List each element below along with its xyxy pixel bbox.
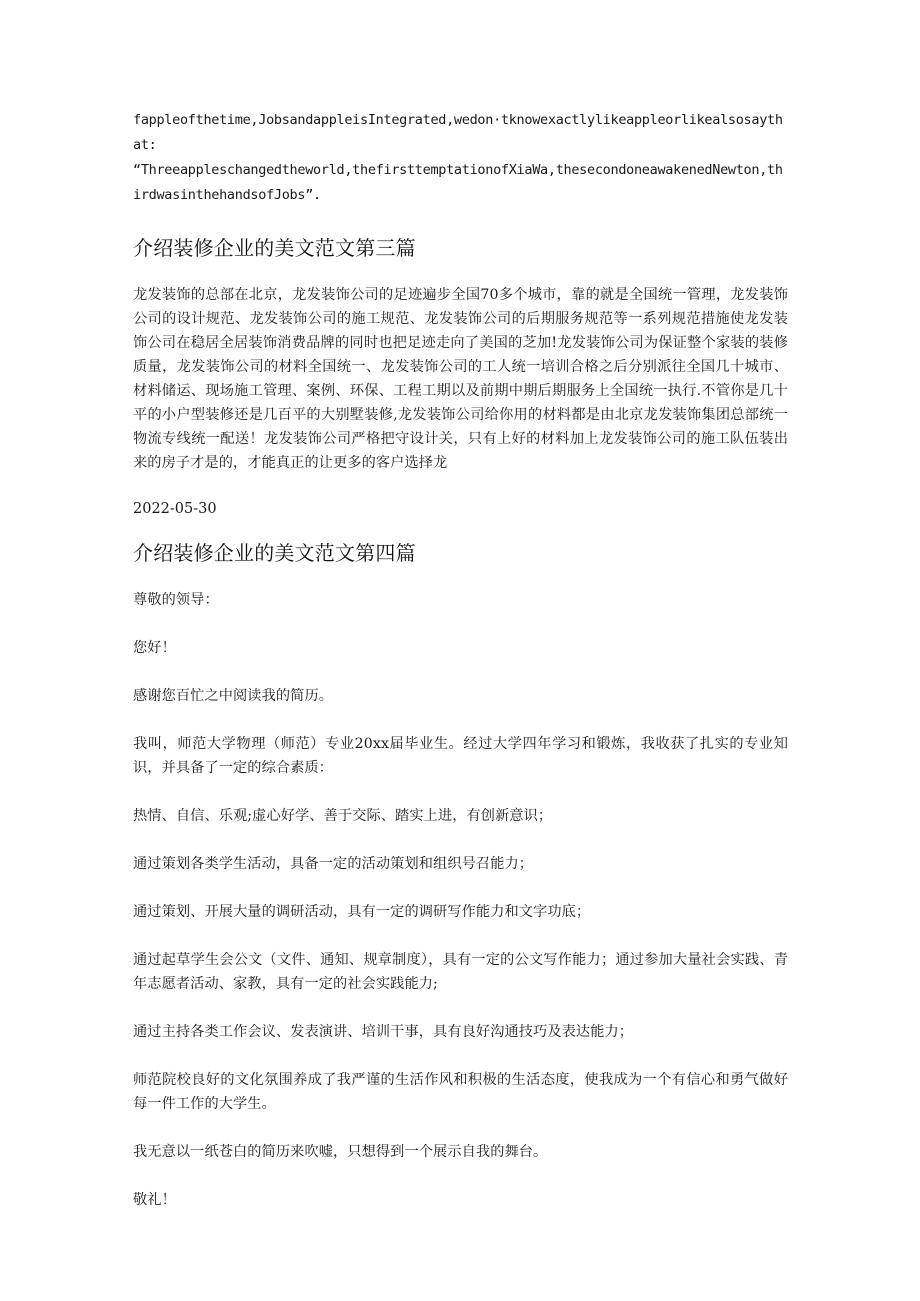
section-3-date: 2022-05-30 xyxy=(133,501,217,517)
thanks-line: 感谢您百忙之中阅读我的简历。 xyxy=(133,688,334,704)
self-intro-paragraph: 我叫，师范大学物理（师范）专业20xx届毕业生。经过大学四年学习和锻炼，我收获了扎实的专业知识，并具备了一定的综合素质： xyxy=(133,736,788,776)
quality-list-item: 热情、自信、乐观;虚心好学、善于交际、踏实上进，有创新意识； xyxy=(133,808,553,824)
writing-practice-item: 通过起草学生会公文（文件、通知、规章制度），具有一定的公文写作能力；通过参加大量社会实践、青年志愿者活动、家教，具有一定的社会实践能力; xyxy=(133,952,788,992)
closing-paragraph: 我无意以一纸苍白的简历来吹嘘，只想得到一个展示自我的舞台。 xyxy=(133,1144,548,1160)
communication-item: 通过主持各类工作会议、发表演讲、培训干事，具有良好沟通技巧及表达能力； xyxy=(133,1024,634,1040)
intro-paragraph-1: fappleofthetime,JobsandappleisIntegrated,wedon·tknowexactlylikeappleorlikealsosaythat: xyxy=(133,112,783,153)
section-3-body: 龙发装饰的总部在北京，龙发装饰公司的足迹遍步全国70多个城市，靠的就是全国统一管理，龙发装饰公司的设计规范、龙发装饰公司的施工规范、龙发装饰公司的后期服务规范等一系列规范措施使龙发装饰公司在稳居全居装饰消费品牌的同时也把足迹走向了美国的芝加!龙发装饰公司为保证整个家装的装修质量，龙发装饰公司的材料全国统一、龙发装饰公司的工人统一培训合格之后分别派往全国几十城市、材料储运、现场施工管理、案例、环保、工程工期以及前期中期后期服务上全国统一执行.不管你是几十平的小户型装修还是几百平的大别墅装修,龙发装饰公司给你用的材料都是由北京龙发装饰集团总部统一物流专线统一配送！龙发装饰公司严格把守设计关，只有上好的材料加上龙发装饰公司的施工队伍装出来的房子才是的，才能真正的让更多的客户选择龙 xyxy=(133,287,788,471)
activity-planning-item: 通过策划各类学生活动，具备一定的活动策划和组织号召能力； xyxy=(133,856,534,872)
attitude-paragraph: 师范院校良好的文化氛围养成了我严谨的生活作风和积极的生活态度，使我成为一个有信心和勇气做好每一件工作的大学生。 xyxy=(133,1072,788,1112)
research-item: 通过策划、开展大量的调研活动，具有一定的调研写作能力和文字功底； xyxy=(133,904,591,920)
document-page xyxy=(133,108,788,1212)
section-4-heading: 介绍装修企业的美文范文第四篇 xyxy=(133,541,416,565)
section-3-heading: 介绍装修企业的美文范文第三篇 xyxy=(133,236,416,260)
regards-line: 敬礼！ xyxy=(133,1192,176,1208)
greeting: 您好！ xyxy=(133,640,176,656)
intro-paragraph-2: “Threeappleschangedtheworld,thefirsttemptationofXiaWa,thesecondoneawakenedNewton,thirdwasinthehandsofJobs”. xyxy=(133,162,783,203)
salutation: 尊敬的领导： xyxy=(133,592,219,608)
